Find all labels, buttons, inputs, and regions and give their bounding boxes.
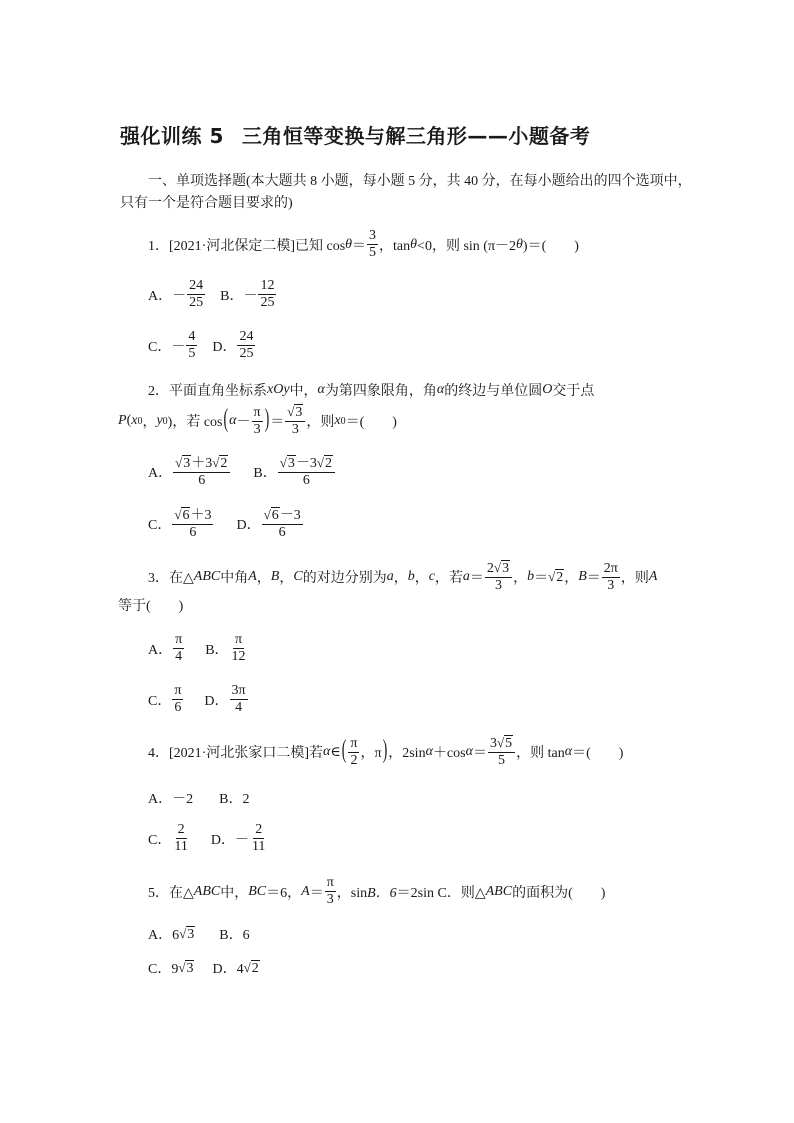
question-2-options-ab — [148, 455, 336, 489]
question-2-options-cd — [148, 507, 304, 541]
option-d[interactable]: D． $\frac{24}{25}$ — [212, 329, 254, 361]
option-a[interactable]: A．6 √ 3 — [148, 926, 195, 943]
question-3-options-ab — [148, 632, 249, 665]
question-2-stem-line2: P ( x 0 ， y 0 )，若 cos ( α － $\frac{\pi}{3}$ ) ＝ √ 3 3 ，则 x 0 ＝( ) — [118, 404, 397, 437]
option-c[interactable]: C．－ $\frac{4}{5}$ — [148, 329, 196, 361]
option-b[interactable]: B． √ 3 －3 √ 2 6 — [253, 455, 336, 489]
page-title — [120, 120, 590, 149]
question-3-options-cd — [148, 683, 249, 716]
question-3-stem-line1: 3．在△ ABC 中角 A ， B ， C 的对边分别为 a ， b ， c ，若 a ＝ 2 √ 3 3 ， b ＝ √ 2 ， B ＝ $\frac{2\pi}{3}$ ，则 A — [148, 560, 658, 593]
question-1-options-cd — [148, 329, 256, 362]
question-5-options-cd — [148, 958, 260, 978]
section-heading: 一、单项选择题(本大题共 8 小题，每小题 5 分，共 40 分，在每小题给出的四个选项中， — [148, 174, 692, 189]
option-d[interactable]: D．－ $\frac{2}{11}$ — [210, 822, 266, 854]
option-a[interactable]: A． $\frac{\pi}{4}$ — [148, 632, 183, 664]
question-1-stem: 1．[2021·河北保定二模]已知 cos θ ＝ $\frac{3}{5}$ ，tan θ <0，则 sin (π－2 θ )＝( ) — [148, 228, 579, 260]
fraction: $\frac{3}{5}$ — [369, 228, 377, 260]
option-b[interactable]: B．2 — [219, 792, 250, 807]
option-c[interactable]: C．9 √ 3 — [148, 960, 194, 977]
option-c[interactable]: C． √ 6 ＋3 6 — [148, 507, 212, 540]
question-2-stem-line1: 2．平面直角坐标系 xOy 中， α 为第四象限角，角 α 的终边与单位圆 O 交于点 — [148, 382, 595, 399]
title-sub: 三角恒等变换与解三角形——小题备考 — [241, 124, 591, 148]
option-d[interactable]: D． √ 6 －3 6 — [236, 507, 301, 540]
option-a[interactable]: A． √ 3 ＋3 √ 2 6 — [148, 455, 231, 489]
option-d[interactable]: D．4 √ 2 — [212, 960, 259, 977]
question-5-stem: 5．在△ ABC 中， BC ＝6， A ＝ $\frac{\pi}{3}$ ，sin B．6 ＝2sin C．则△ ABC 的面积为( ) — [148, 875, 606, 907]
question-4-options-ab — [148, 788, 249, 808]
option-c[interactable]: C． $\frac{\pi}{6}$ — [148, 683, 182, 715]
question-4-stem: 4．[2021·河北张家口二模]若 α ∈ ( $\frac{\pi}{2}$ ，π ) ，2sin α ＋cos α ＝ 3 √ 5 5 ，则 tan α ＝( ) — [148, 735, 624, 768]
option-a[interactable]: A．－2 — [148, 792, 194, 807]
option-d[interactable]: D． $\frac{3\pi}{4}$ — [204, 683, 246, 715]
title-main: 强化训练 5 — [120, 124, 224, 148]
option-b[interactable]: B． $\frac{\pi}{12}$ — [205, 632, 246, 664]
question-3-stem-line2: 等于( ) — [118, 599, 184, 614]
question-4-options-cd — [148, 822, 268, 855]
section-heading-cont: 只有一个是符合题目要求的) — [120, 196, 293, 211]
option-b[interactable]: B．－ $\frac{12}{25}$ — [220, 278, 275, 310]
option-b[interactable]: B．6 — [219, 928, 250, 943]
option-c[interactable]: C． $\frac{2}{11}$ — [148, 822, 188, 854]
question-5-options-ab — [148, 924, 250, 944]
question-1-options-ab — [148, 278, 277, 311]
option-a[interactable]: A．－ $\frac{24}{25}$ — [148, 278, 204, 310]
